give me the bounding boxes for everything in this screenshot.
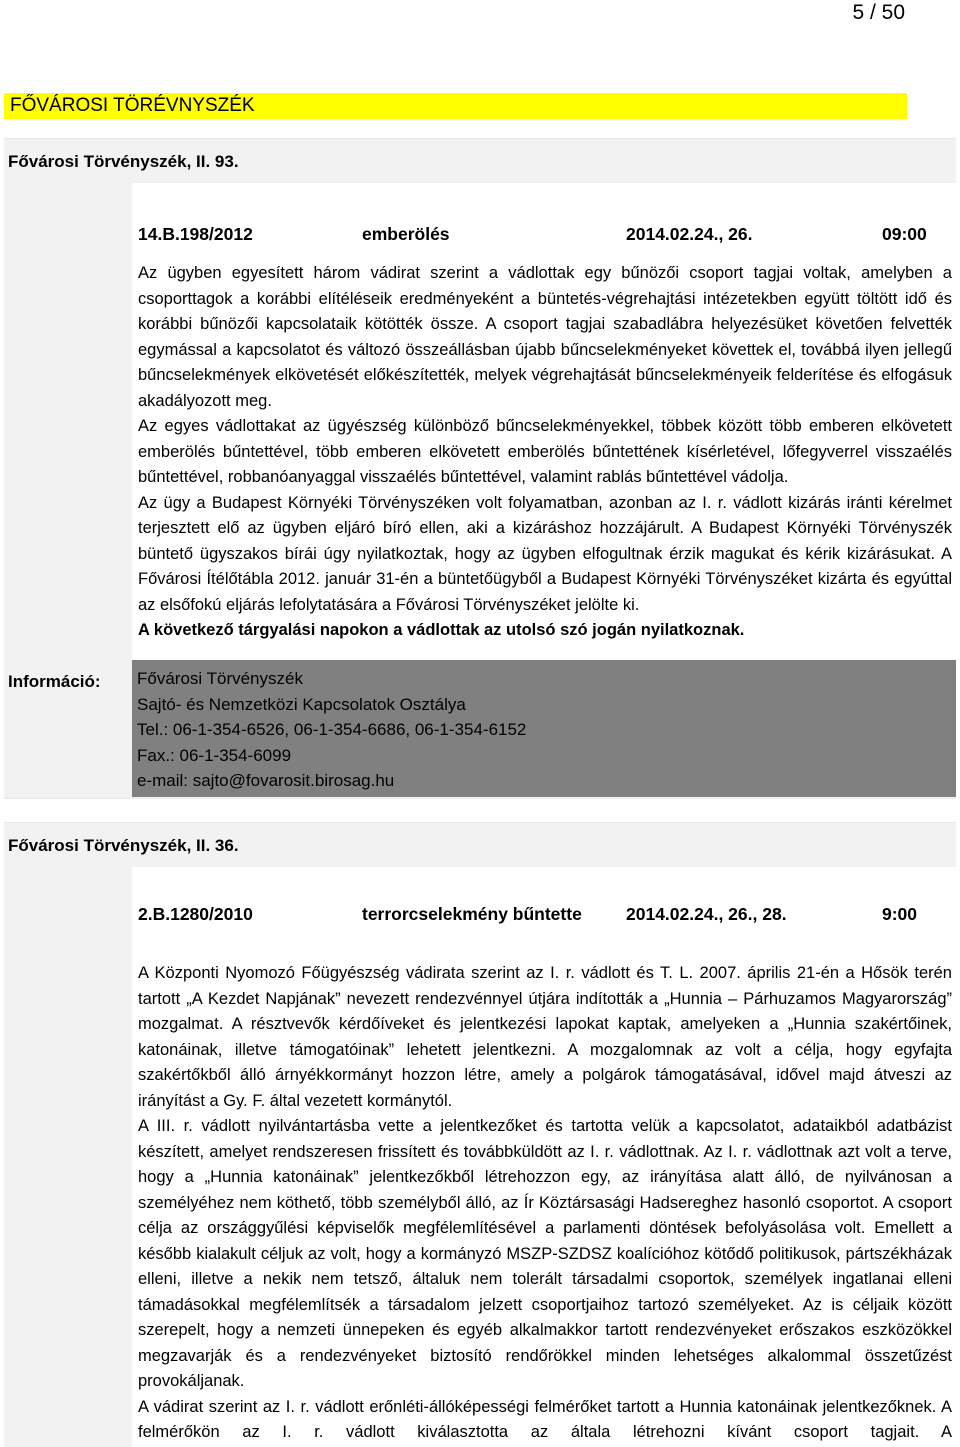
paragraph: A Központi Nyomozó Főügyészség vádirata szerint az I. r. vádlott és T. L. 2007. április 21-én a Hősök terén tartott „A Kezdet Napjának” nevezett rendezvénnyel útjára indították a „Hunnia – Párhuzamos Magyarország” mozgalmat. A résztvevők kérdőíveket és jelentkezési lapokat kaptak, amelyeken a „Hunnia szakértőinek, katonáinak, illetve támogatóinak” lehetett jelentkezni. A mozgalomnak az volt a célja, hogy egyfajta szakértőkből álló árnyékkormányt hozzon létre, amely a polgárok támogatásával, idővel majd átveszi az irányítást a Gy. F. által vezetett kormánytól. <box>138 964 952 1110</box>
paragraph: A III. r. vádlott nyilvántartásba vette a jelentkezőket és tartotta velük a kapcsolatot, adataikból adatbázist készített, amelyet rendszeresen frissített és továbbküldött az I. r. vádlottnak. Az I. r. vádlottnak azt volt a terve, hogy a „Hunnia katonáinak” jelentkezőkből létrehozzon egy, az irányítása alatt álló, de nyilvánosan a személyéhez nem köthető, több személyből álló, az Ír Köztársasági Hadsereghez hasonló csoportot. A csoport célja az országgyűlési képviselők megfélemlítésével a parlamenti döntések befolyásolása volt. Emellett a később kialakult céljuk az volt, hogy a kormányzó MSZP-SZDSZ koalícióhoz kötődő politikusok, pártszékházak elleni, illetve a nekik nem tetsző, általuk nem tolerált társadalmi csoportok, személyek ingatlanai elleni támadásokkal megfélemlítsék a társadalom jelzett csoportjaihoz tartozó személyeket. Az is céljaik között szerepelt, hogy a nemzeti ünnepeken és egyéb alkalmakkor tartott rendezvényeket erőszakos eszközökkel megzavarják és a rendezvényeket biztosító rendőrökkel minden lehetséges alkalommal összetűzést provokáljanak. <box>138 1117 952 1390</box>
case-offense: emberölés <box>362 224 450 244</box>
case-number: 2.B.1280/2010 <box>138 904 253 924</box>
contact-details <box>137 666 526 794</box>
case-number: 14.B.198/2012 <box>138 224 253 244</box>
case-content-1 <box>132 183 956 661</box>
paragraph: Az ügyben egyesített három vádirat szerint a vádlottak egy bűnözői csoport tagjai voltak, amelyben a csoporttagok a korábbi elítéléseik eredményeként a büntetés-végrehajtási intézetekben együtt töltött idő és korábbi bűnözői kapcsolataik kötötték össze. A csoport tagjai szabadlábra helyezésüket követően felvették egymással a kapcsolatot és változó összeállásban újabb bűncselekményeket követtek el, továbbá ilyen jellegű bűncselekmények elkövetését előkészítették, melyek végrehajtását bűncselekményeik felderítése és elfogásuk akadályozott meg. <box>138 264 952 410</box>
paragraph: Az ügy a Budapest Környéki Törvényszéken volt folyamatban, azonban az I. r. vádlott kizárás iránti kérelmet terjesztett elő az ügyben eljáró bíró ellen, aki a kizáráshoz hozzájárult. A Budapest Környéki Törvényszék büntető ügyszakos bírái úgy nyilatkoztak, hogy az ügyben elfogultnak érzik magukat és kérik kizárásukat. A Fővárosi Ítélőtábla 2012. január 31-én a büntetőügyből a Budapest Környéki Törvényszéket kizárta és egyúttal az elsőfokú eljárás lefolytatására a Fővárosi Törvényszéket jelölte ki. <box>138 493 952 614</box>
paragraph: Az egyes vádlottakat az ügyészség különböző bűncselekményekkel, többek között több emberen elkövetett emberölés bűntettével, több emberen elkövetett emberölés bűntettének kísérletével, lőfegyverrel visszaélés bűntettével, robbanóanyaggal visszaélés bűntettével, valamint rablás bűntettével vádolja. <box>138 417 952 486</box>
contact-org: Fővárosi Törvényszék <box>137 669 303 688</box>
case-section-2 <box>4 822 956 1447</box>
info-box <box>4 660 956 797</box>
court-title-2: Fővárosi Törvényszék, II. 36. <box>8 836 239 855</box>
case-description-2 <box>138 961 952 1446</box>
paragraph: A vádirat szerint az I. r. vádlott erőnléti-állóképességi felmérőket tartott a Hunnia katonáinak jelentkezőknek. A felmérőkön az I. r. vádlott kiválasztotta az általa létrehozni kívánt csoport tagjait. A <box>138 1397 952 1441</box>
info-label: Információ: <box>8 672 101 691</box>
banner-title: FŐVÁROSI TÖRÉVNYSZÉK <box>10 95 255 116</box>
contact-phone: Tel.: 06-1-354-6526, 06-1-354-6686, 06-1-354-6152 <box>137 720 527 739</box>
case-time: 9:00 <box>882 904 918 924</box>
case-dates: 2014.02.24., 26. <box>626 224 753 244</box>
contact-dept: Sajtó- és Nemzetközi Kapcsolatok Osztálya <box>137 694 466 714</box>
court-title-1: Fővárosi Törvényszék, II. 93. <box>8 152 239 171</box>
case-description-1 <box>138 261 952 644</box>
info-label-cell <box>4 660 132 797</box>
page-number: 5 / 50 <box>852 1 905 24</box>
hearing-note: A következő tárgyalási napokon a vádlottak az utolsó szó jogán nyilatkoznak. <box>138 621 745 639</box>
case-offense: terrorcselekmény bűntette <box>362 904 582 924</box>
contact-fax: Fax.: 06-1-354-6099 <box>137 745 292 765</box>
case-dates: 2014.02.24., 26., 28. <box>626 904 787 924</box>
contact-email[interactable]: e-mail: sajto@fovarosit.birosag.hu <box>137 771 395 790</box>
case-header-2 <box>138 901 956 927</box>
case-content-2 <box>132 867 956 1447</box>
court-banner <box>4 93 907 119</box>
case-time: 09:00 <box>882 224 927 244</box>
case-header-1 <box>138 221 956 247</box>
